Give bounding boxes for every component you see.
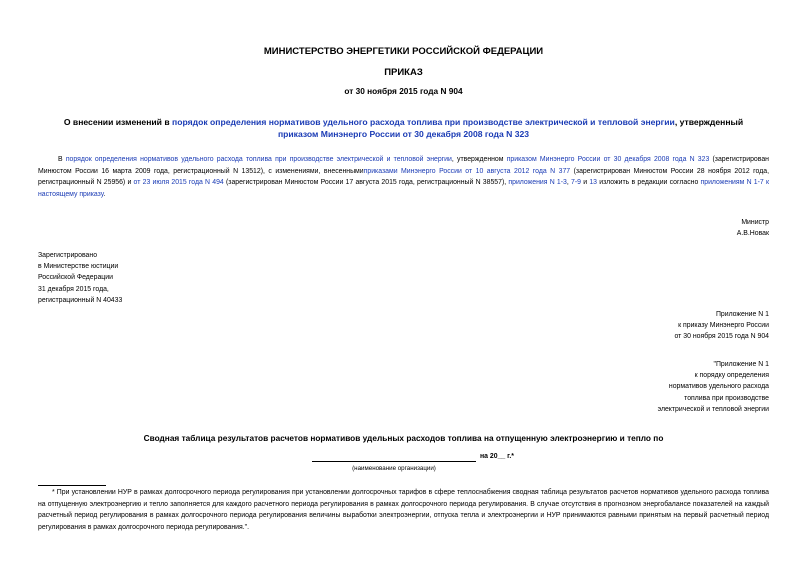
title-middle: , утвержденный xyxy=(674,117,744,127)
year-suffix: на 20__ г.* xyxy=(480,453,514,460)
link-appendix-7-9[interactable]: 7-9 xyxy=(571,179,582,186)
appendix-reference-block: "Приложение N 1 к порядку определения нормативов удельного расхода топлива при производстве электрической и тепловой энергии xyxy=(657,361,769,413)
link-order-323[interactable]: приказом Минэнерго России от 30 декабря 2008 года N 323 xyxy=(506,156,710,163)
link-procedure[interactable]: порядок определения нормативов удельного расхода топлива при производстве электрической и тепловой энергии xyxy=(65,156,452,163)
link-appendix-1-3[interactable]: приложения N 1-3 xyxy=(508,179,567,186)
link-appendix-13[interactable]: 13 xyxy=(589,179,598,186)
table-title: Сводная таблица результатов расчетов нормативов удельных расходов топлива на отпущенную электроэнергию и тепло по xyxy=(143,433,664,443)
organization-name-line xyxy=(312,461,476,462)
title-prefix: О внесении изменений в xyxy=(63,117,173,127)
appendix-1-block: Приложение N 1 к приказу Минэнерго России от 30 ноября 2015 года N 904 xyxy=(674,311,769,341)
organization-caption: (наименование организации) xyxy=(352,465,436,472)
link-order-377[interactable]: приказами Минэнерго России от 10 августа 2012 года N 377 xyxy=(363,167,571,175)
footnote-divider xyxy=(38,485,106,486)
ministry-heading: МИНИСТЕРСТВО ЭНЕРГЕТИКИ РОССИЙСКОЙ ФЕДЕРАЦИИ xyxy=(263,46,544,57)
signature-position: Министр xyxy=(741,219,769,226)
order-heading: ПРИКАЗ xyxy=(384,67,423,78)
link-order-494[interactable]: от 23 июля 2015 года N 494 xyxy=(133,179,224,186)
order-date-number: от 30 ноября 2015 года N 904 xyxy=(344,86,463,96)
body-paragraph: В порядок определения нормативов удельного расхода топлива при производстве электрической и тепловой энергии, утвержденном приказом Минэнерго России от 30 декабря 2008 года N 323 (зарегистрирован Минюстом России 16 марта 2009 года, регистрационный N 13512), с изменениями, внесеннымиприказами Минэнерго России от 10 августа 2012 года N 377 (зарегистрирован Минюстом России 28 ноября 2012 года, регистрационный N 25956) и от 23 июля 2015 года N 494 (зарегистрирован Минюстом России 17 августа 2015 года, регистрационный N 38557), приложения N 1-3, 7-9 и 13 изложить в редакции согласно приложениям N 1-7 к настоящему приказу. xyxy=(38,156,769,198)
link-appendices-1-7[interactable]: приложениям N 1-7 к настоящему приказу xyxy=(38,179,769,198)
registration-block: Зарегистрировано в Министерстве юстиции Российской Федерации 31 декабря 2015 года, регистрационный N 40433 xyxy=(38,252,123,304)
signature-name: А.В.Новак xyxy=(736,230,769,238)
title-link-order-323[interactable]: приказом Минэнерго России от 30 декабря 2008 года N 323 xyxy=(277,129,530,139)
signature-block xyxy=(570,217,769,239)
title-link-procedure[interactable]: порядок определения нормативов удельного расхода топлива при производстве электрической и тепловой энергии xyxy=(172,117,675,127)
order-title xyxy=(52,116,755,140)
footnote-text: * При установлении НУР в рамках долгосрочного периода регулирования при установлении долгосрочных тарифов в сфере теплоснабжения сводная таблица результатов расчетов нормативов удельного расхода топлива на отпущенную электроэнергию и тепло заполняется для каждого расчетного периода регулирования в рамках долгосрочного периода регулирования. В случае отсутствия в прогнозном энергобалансе показателей на каждый расчетный период регулирования в рамках долгосрочного периода регулирования величины выработки электроэнергии, отпуска тепла и электроэнергии и НУР принимаются равными принятым на первый расчетный период регулирования в рамках долгосрочного периода регулирования.". xyxy=(38,489,769,531)
